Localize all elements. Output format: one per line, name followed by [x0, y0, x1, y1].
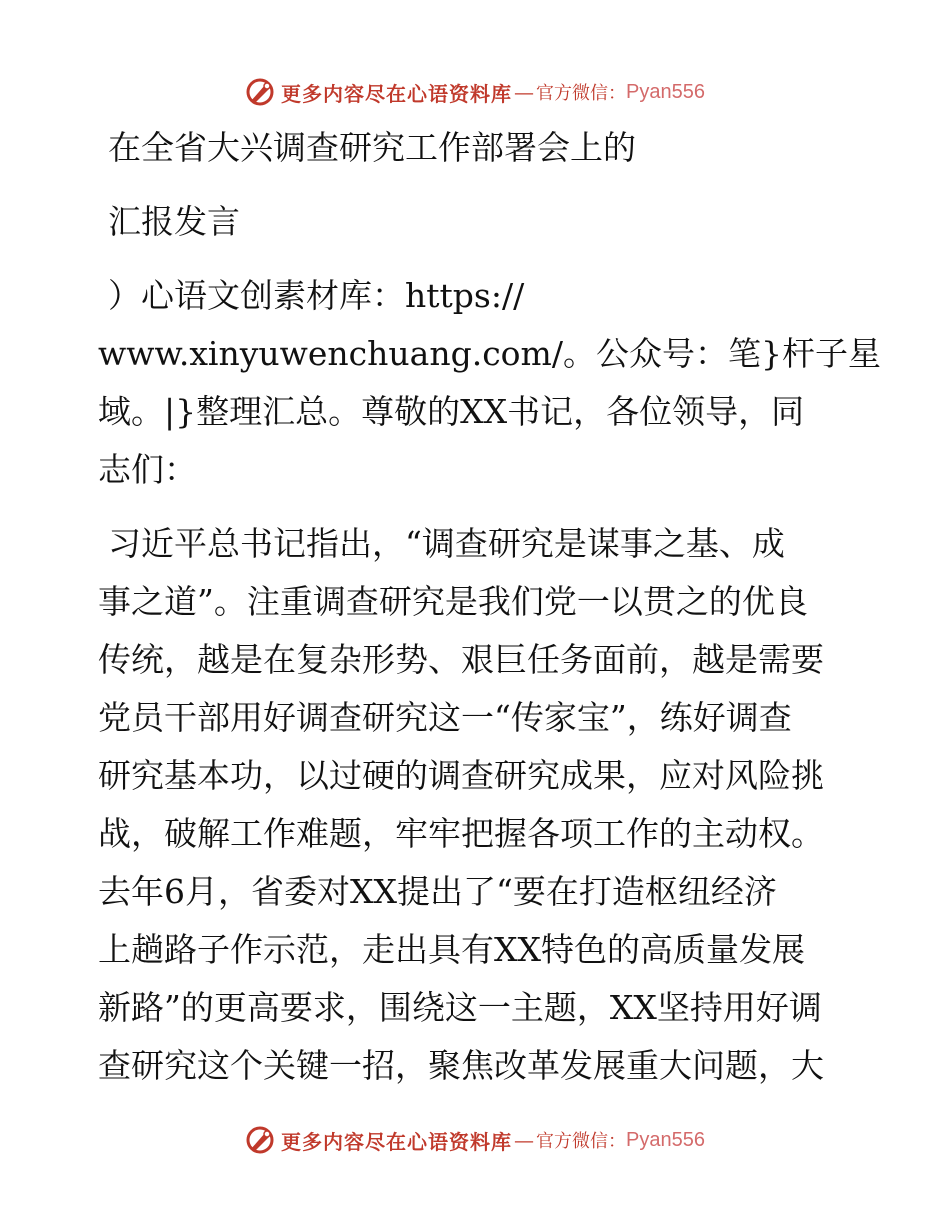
watermark-dash: —: [514, 80, 535, 104]
doc-line-6: 事之道”。注重调查研究是我们党一以贯之的优良: [98, 582, 808, 621]
footer-watermark: [0, 1120, 950, 1160]
doc-title-line-2: 汇报发言: [108, 202, 240, 241]
doc-line-1: ）心语文创素材库：https://: [108, 276, 525, 315]
watermark-main-text: 更多内容尽在心语资料库: [281, 81, 513, 106]
doc-line-11: 去年6月，省委对XX提出了“要在打造枢纽经济: [98, 872, 777, 911]
doc-title-line-1: 在全省大兴调查研究工作部署会上的: [108, 128, 636, 167]
doc-line-13: 新路”的更高要求，围绕这一主题，XX坚持用好调: [98, 988, 822, 1027]
watermark-wechat-id: Pyan556: [626, 80, 705, 103]
header-watermark: [0, 72, 950, 112]
pen-logo-icon: [245, 77, 275, 107]
watermark-main-text: 更多内容尽在心语资料库: [281, 1129, 513, 1154]
doc-line-7: 传统，越是在复杂形势、艰巨任务面前，越是需要: [98, 640, 824, 679]
doc-line-8: 党员干部用好调查研究这一“传家宝”，练好调查: [98, 698, 792, 737]
doc-line-2: www.xinyuwenchuang.com/。公众号：笔}杆子星: [98, 334, 881, 373]
doc-line-3: 域。|}整理汇总。尊敬的XX书记，各位领导，同: [98, 392, 805, 431]
watermark-dash: —: [514, 1128, 535, 1152]
watermark-sub-text: 官方微信：: [536, 1131, 627, 1152]
watermark-wechat-id: Pyan556: [626, 1128, 705, 1151]
doc-line-5: 习近平总书记指出，“调查研究是谋事之基、成: [108, 524, 785, 563]
doc-line-12: 上趟路子作示范，走出具有XX特色的高质量发展: [98, 930, 805, 969]
doc-line-9: 研究基本功，以过硬的调查研究成果，应对风险挑: [98, 756, 824, 795]
doc-line-4: 志们：: [98, 450, 197, 489]
pen-logo-icon: [245, 1125, 275, 1155]
doc-line-14: 查研究这个关键一招，聚焦改革发展重大问题，大: [98, 1046, 824, 1085]
doc-line-10: 战，破解工作难题，牢牢把握各项工作的主动权。: [98, 814, 824, 853]
watermark-sub-text: 官方微信：: [536, 83, 627, 104]
